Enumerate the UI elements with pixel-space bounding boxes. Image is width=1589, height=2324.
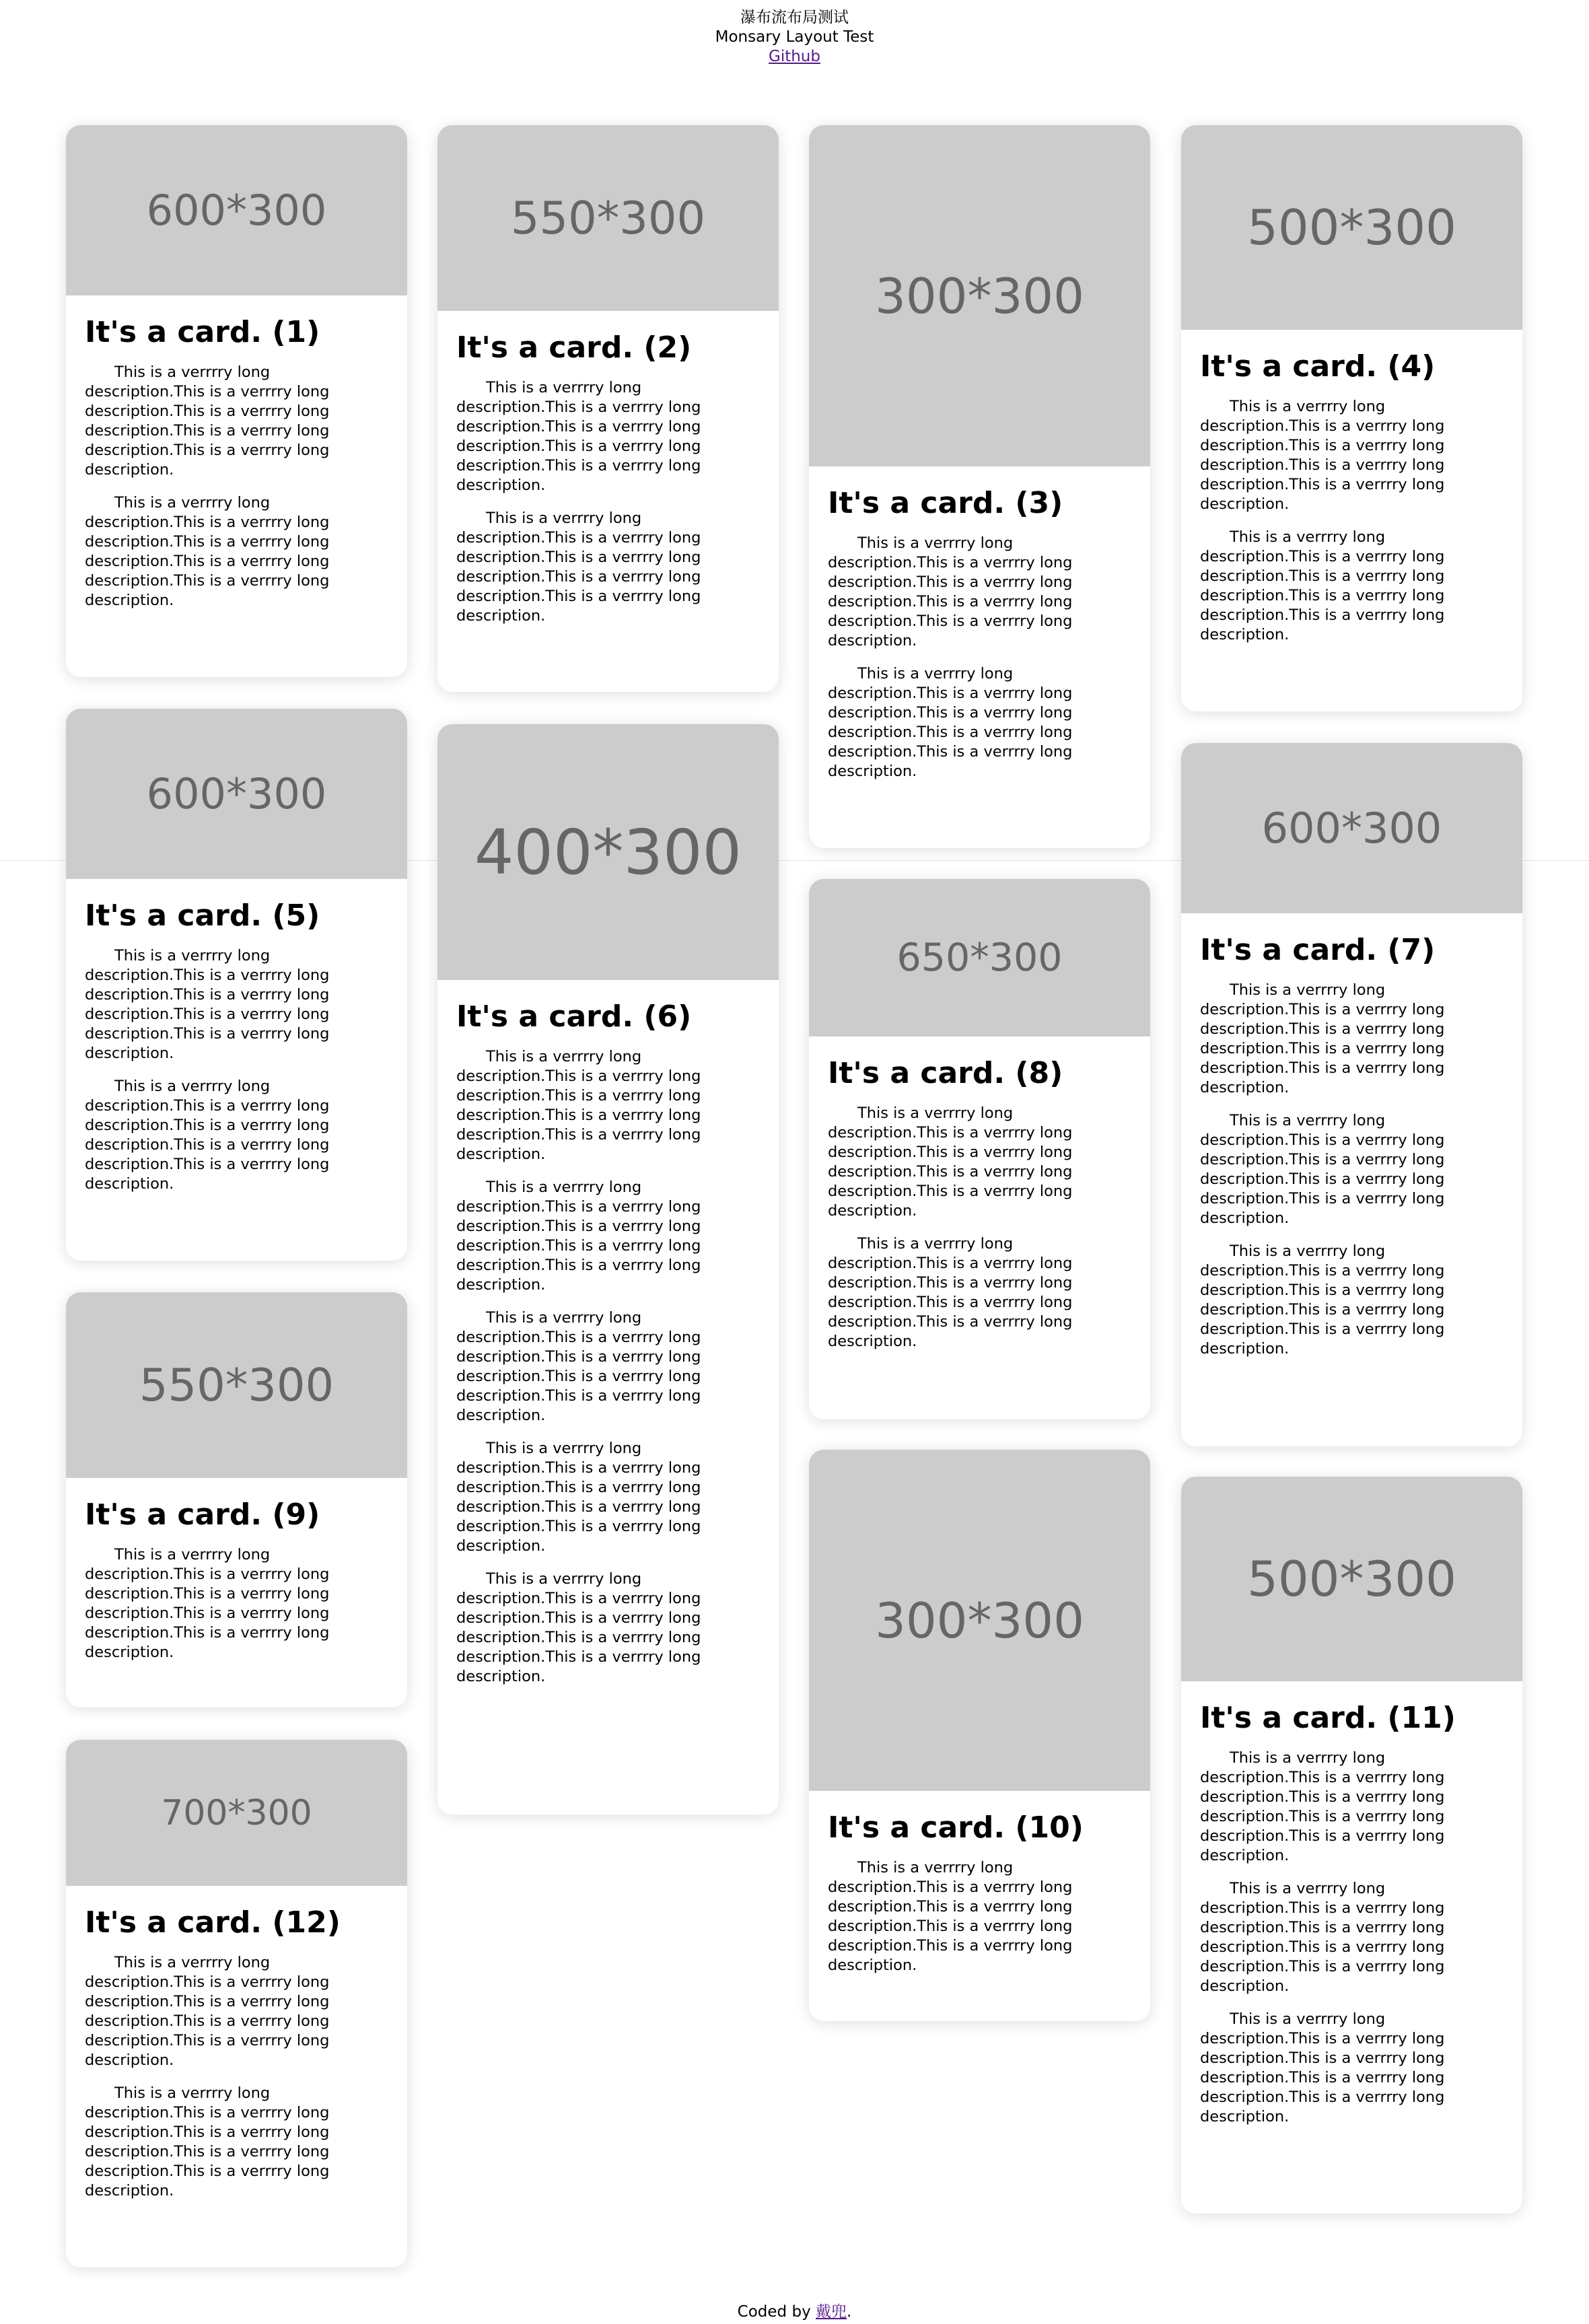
card-description: This is a verrrry long description.This is a verrrry long description.This is a verrrry long description.This is a verrrry long description.This is a verrrry long description. [456, 1048, 701, 1163]
image-size-label: 550*300 [510, 192, 706, 244]
card-image-placeholder [809, 125, 1150, 466]
card-4 [1181, 125, 1522, 711]
card-8 [809, 879, 1150, 1419]
card-description: This is a verrrry long description.This is a verrrry long description.This is a verrrry long description.This is a verrrry long description.This is a verrrry long description. [828, 1104, 1073, 1220]
image-size-label: 650*300 [896, 936, 1063, 980]
card-1 [66, 125, 407, 677]
card-description: This is a verrrry long description.This is a verrrry long description.This is a verrrry long description.This is a verrrry long description.This is a verrrry long description. [456, 379, 701, 494]
author-link[interactable]: 戴兜 [816, 2303, 847, 2321]
image-size-label: 600*300 [1261, 804, 1442, 853]
image-size-label: 400*300 [474, 816, 742, 888]
card-title: It's a card. (12) [85, 1905, 341, 1940]
image-size-label: 500*300 [1247, 199, 1456, 256]
card-image-placeholder [809, 1450, 1150, 1791]
card-description: This is a verrrry long description.This is a verrrry long description.This is a verrrry long description.This is a verrrry long description.This is a verrrry long description. [85, 947, 330, 1062]
card-title: It's a card. (3) [828, 486, 1063, 520]
card-3 [809, 125, 1150, 848]
card-description: This is a verrrry long description.This is a verrrry long description.This is a verrrry long description.This is a verrrry long description.This is a verrrry long description. [828, 1235, 1073, 1350]
card-title: It's a card. (1) [85, 315, 320, 349]
card-image-placeholder [1181, 743, 1522, 913]
card-title: It's a card. (7) [1200, 933, 1436, 967]
card-description: This is a verrrry long description.This is a verrrry long description.This is a verrrry long description.This is a verrrry long description.This is a verrrry long description. [1200, 1112, 1445, 1227]
card-description: This is a verrrry long description.This is a verrrry long description.This is a verrrry long description.This is a verrrry long description.This is a verrrry long description. [85, 2084, 330, 2199]
card-7 [1181, 743, 1522, 1446]
card-2 [437, 125, 779, 692]
card-title: It's a card. (11) [1200, 1701, 1456, 1735]
page-header [0, 8, 1589, 67]
page-title-en: Monsary Layout Test [715, 28, 874, 46]
card-image-placeholder [66, 709, 407, 879]
image-size-label: 600*300 [146, 186, 327, 235]
image-size-label: 300*300 [875, 1592, 1084, 1649]
page-footer [0, 2299, 1589, 2321]
footer-suffix: . [847, 2303, 852, 2321]
card-description: This is a verrrry long description.This is a verrrry long description.This is a verrrry long description.This is a verrrry long description.This is a verrrry long description. [85, 1954, 330, 2069]
card-image-placeholder [809, 879, 1150, 1036]
card-description: This is a verrrry long description.This is a verrrry long description.This is a verrrry long description.This is a verrrry long description.This is a verrrry long description. [456, 1570, 701, 1685]
card-6 [437, 724, 779, 1815]
image-size-label: 700*300 [161, 1792, 312, 1833]
card-description: This is a verrrry long description.This is a verrrry long description.This is a verrrry long description.This is a verrrry long description.This is a verrrry long description. [456, 1440, 701, 1555]
card-image-placeholder [437, 125, 779, 311]
card-title: It's a card. (5) [85, 899, 320, 933]
card-11 [1181, 1477, 1522, 2214]
card-image-placeholder [1181, 1477, 1522, 1681]
card-description: This is a verrrry long description.This is a verrrry long description.This is a verrrry long description.This is a verrrry long description.This is a verrrry long description. [85, 1546, 330, 1661]
card-title: It's a card. (4) [1200, 349, 1436, 384]
card-title: It's a card. (10) [828, 1810, 1084, 1845]
card-title: It's a card. (8) [828, 1056, 1063, 1090]
card-9 [66, 1292, 407, 1707]
footer-prefix: Coded by [737, 2303, 816, 2321]
image-size-label: 500*300 [1247, 1551, 1456, 1607]
image-size-label: 300*300 [875, 267, 1084, 324]
card-description: This is a verrrry long description.This is a verrrry long description.This is a verrrry long description.This is a verrrry long description.This is a verrrry long description. [1200, 528, 1445, 643]
card-description: This is a verrrry long description.This is a verrrry long description.This is a verrrry long description.This is a verrrry long description.This is a verrrry long description. [1200, 1242, 1445, 1358]
github-link[interactable]: Github [769, 48, 820, 65]
card-description: This is a verrrry long description.This is a verrrry long description.This is a verrrry long description.This is a verrrry long description.This is a verrrry long description. [828, 1859, 1073, 1974]
image-size-label: 600*300 [146, 769, 327, 818]
card-description: This is a verrrry long description.This is a verrrry long description.This is a verrrry long description.This is a verrrry long description.This is a verrrry long description. [456, 1178, 701, 1294]
card-title: It's a card. (2) [456, 330, 692, 365]
card-5 [66, 709, 407, 1261]
card-12 [66, 1740, 407, 2267]
card-description: This is a verrrry long description.This is a verrrry long description.This is a verrrry long description.This is a verrrry long description.This is a verrrry long description. [1200, 398, 1445, 513]
image-size-label: 550*300 [139, 1359, 334, 1411]
card-description: This is a verrrry long description.This is a verrrry long description.This is a verrrry long description.This is a verrrry long description.This is a verrrry long description. [828, 534, 1073, 649]
card-description: This is a verrrry long description.This is a verrrry long description.This is a verrrry long description.This is a verrrry long description.This is a verrrry long description. [1200, 981, 1445, 1096]
card-image-placeholder [66, 125, 407, 295]
card-image-placeholder [66, 1740, 407, 1886]
card-description: This is a verrrry long description.This is a verrrry long description.This is a verrrry long description.This is a verrrry long description.This is a verrrry long description. [456, 1309, 701, 1424]
card-description: This is a verrrry long description.This is a verrrry long description.This is a verrrry long description.This is a verrrry long description.This is a verrrry long description. [1200, 1880, 1445, 1995]
card-title: It's a card. (9) [85, 1498, 320, 1532]
card-description: This is a verrrry long description.This is a verrrry long description.This is a verrrry long description.This is a verrrry long description.This is a verrrry long description. [85, 363, 330, 479]
card-description: This is a verrrry long description.This is a verrrry long description.This is a verrrry long description.This is a verrrry long description.This is a verrrry long description. [828, 665, 1073, 780]
card-10 [809, 1450, 1150, 2021]
card-image-placeholder [1181, 125, 1522, 330]
card-title: It's a card. (6) [456, 999, 692, 1034]
page-title-cn: 瀑布流布局测试 [740, 9, 849, 26]
card-description: This is a verrrry long description.This is a verrrry long description.This is a verrrry long description.This is a verrrry long description.This is a verrrry long description. [1200, 2010, 1445, 2125]
card-description: This is a verrrry long description.This is a verrrry long description.This is a verrrry long description.This is a verrrry long description.This is a verrrry long description. [85, 494, 330, 609]
card-description: This is a verrrry long description.This is a verrrry long description.This is a verrrry long description.This is a verrrry long description.This is a verrrry long description. [1200, 1749, 1445, 1864]
card-description: This is a verrrry long description.This is a verrrry long description.This is a verrrry long description.This is a verrrry long description.This is a verrrry long description. [85, 1078, 330, 1193]
card-image-placeholder [437, 724, 779, 980]
card-image-placeholder [66, 1292, 407, 1478]
card-description: This is a verrrry long description.This is a verrrry long description.This is a verrrry long description.This is a verrrry long description.This is a verrrry long description. [456, 509, 701, 625]
